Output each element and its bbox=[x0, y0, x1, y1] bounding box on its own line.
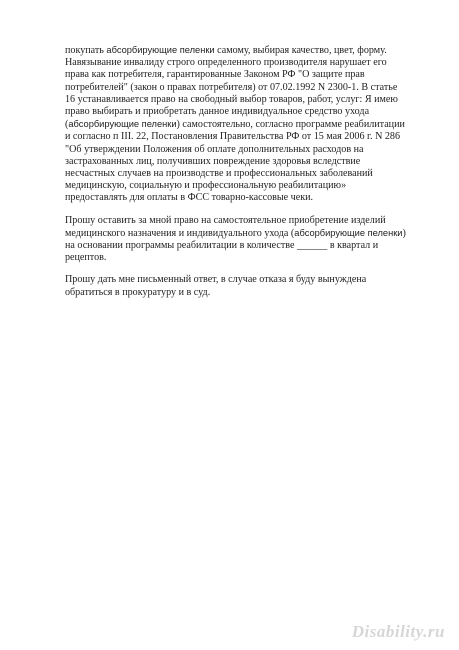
text-line bbox=[65, 57, 395, 69]
product-term: абсорбирующие пеленки bbox=[106, 45, 215, 55]
line-text: ) bbox=[402, 227, 406, 239]
paragraph-gap bbox=[65, 205, 395, 215]
line-text: предоставлять для оплаты в ФСС товарно-кассовые чеки. bbox=[65, 192, 314, 204]
line-text: покупать bbox=[65, 45, 107, 56]
paragraph-gap bbox=[65, 264, 395, 274]
line-text: обратиться в прокуратуру и в суд. bbox=[65, 286, 211, 298]
line-text: потребителей" (закон о правах потребителя) от 07.02.1992 N 2300-1. В статье bbox=[65, 81, 398, 93]
line-text: застрахованных лиц, получивших повреждение здоровья вследствие bbox=[65, 155, 361, 167]
text-line bbox=[65, 118, 405, 131]
text-line bbox=[65, 192, 395, 204]
paragraph-reply-request bbox=[65, 274, 395, 298]
paragraph-rights-statement bbox=[65, 44, 405, 205]
text-line bbox=[65, 215, 395, 227]
text-line bbox=[65, 252, 395, 264]
line-text: ) самостоятельно, согласно программе реабилитации bbox=[176, 119, 405, 131]
text-line bbox=[65, 81, 398, 94]
text-line bbox=[65, 69, 395, 81]
line-text: права как потребителя, гарантированные Законом РФ "О защите прав bbox=[65, 69, 365, 81]
line-text: ( bbox=[65, 119, 69, 131]
text-line bbox=[65, 240, 395, 252]
text-line bbox=[65, 287, 395, 299]
text-line bbox=[65, 106, 395, 118]
text-line bbox=[65, 93, 398, 106]
text-line bbox=[65, 131, 401, 143]
line-text: рецептов. bbox=[65, 252, 107, 264]
line-text: право выбирать и приобретать данное индивидуальное средство ухода bbox=[65, 106, 370, 118]
line-text: самому, выбирая качество, цвет, форму. bbox=[214, 45, 387, 56]
line-text: медицинскую, социальную и профессиональную реабилитацию» bbox=[65, 180, 347, 192]
site-watermark: Disability.ru bbox=[351, 622, 445, 641]
product-term: абсорбирующие пеленки bbox=[68, 119, 177, 130]
text-line bbox=[65, 144, 395, 156]
text-line bbox=[65, 180, 395, 192]
line-text: "Об утверждении Положения об оплате дополнительных расходов на bbox=[65, 143, 364, 155]
line-text: медицинского назначения и индивидуального ухода ( bbox=[65, 227, 295, 239]
line-text: и согласно п III. 22, Постановления Правительства РФ от 15 мая 2006 г. N 286 bbox=[65, 131, 401, 143]
text-line bbox=[65, 168, 395, 180]
document-body bbox=[65, 44, 406, 299]
line-text: 16 устанавливается право на свободный выбор товаров, работ, услуг: Я имею bbox=[65, 93, 398, 105]
text-line bbox=[65, 156, 395, 168]
line-text: на основании программы реабилитации в количестве ______ в квартал и bbox=[65, 240, 379, 252]
line-text: несчастных случаев на производстве и профессиональных заболеваний bbox=[65, 168, 373, 180]
line-text: Навязывание инвалиду строго определенного производителя нарушает его bbox=[65, 57, 387, 69]
text-line bbox=[65, 274, 395, 286]
text-line bbox=[65, 44, 395, 57]
paragraph-request bbox=[65, 214, 406, 265]
product-term: абсорбирующие пеленки bbox=[294, 227, 403, 238]
text-line bbox=[65, 227, 406, 240]
line-text: Прошу дать мне письменный ответ, в случае отказа я буду вынуждена bbox=[65, 274, 367, 286]
line-text: Прошу оставить за мной право на самостоятельное приобретение изделий bbox=[65, 214, 386, 226]
